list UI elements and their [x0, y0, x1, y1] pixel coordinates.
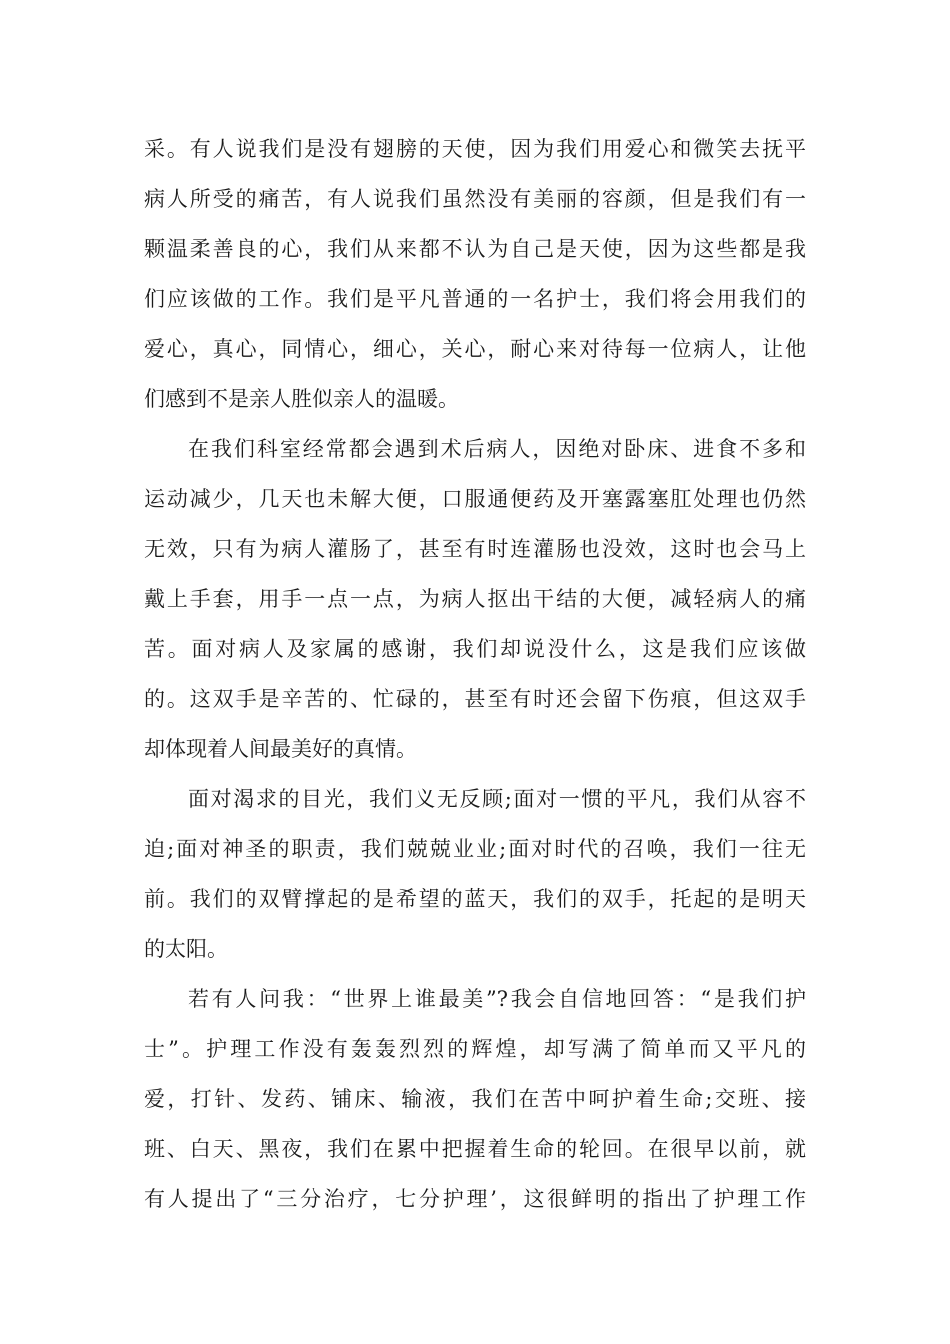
paragraph-2-line-6: 的。这双手是辛苦的、忙碌的，甚至有时还会留下伤痕，但这双手 — [144, 687, 806, 711]
paragraph-1-line-3: 颗温柔善良的心，我们从来都不认为自己是天使，因为这些都是我 — [144, 237, 806, 261]
paragraph-2-line-3: 无效，只有为病人灌肠了，甚至有时连灌肠也没效，这时也会马上 — [144, 537, 806, 561]
paragraph-2-line-4: 戴上手套，用手一点一点，为病人抠出干结的大便，减轻病人的痛 — [144, 587, 806, 611]
paragraph-3-line-3: 前。我们的双臂撑起的是希望的蓝天，我们的双手，托起的是明天 — [144, 887, 806, 911]
paragraph-4-line-3: 爱，打针、发药、铺床、输液，我们在苦中呵护着生命;交班、接 — [144, 1087, 806, 1111]
paragraph-3-line-1: 面对渴求的目光，我们义无反顾;面对一惯的平凡，我们从容不 — [188, 787, 806, 811]
paragraph-1-line-5: 爱心，真心，同情心，细心，关心，耐心来对待每一位病人，让他 — [144, 337, 806, 361]
paragraph-2-line-7: 却体现着人间最美好的真情。 — [144, 737, 417, 761]
paragraph-2-line-2: 运动减少，几天也未解大便，口服通便药及开塞露塞肛处理也仍然 — [144, 487, 806, 511]
paragraph-3-line-4: 的太阳。 — [144, 937, 228, 961]
paragraph-2-line-5: 苦。面对病人及家属的感谢，我们却说没什么，这是我们应该做 — [144, 637, 806, 661]
paragraph-1-line-4: 们应该做的工作。我们是平凡普通的一名护士，我们将会用我们的 — [144, 287, 806, 311]
paragraph-1-line-6: 们感到不是亲人胜似亲人的温暖。 — [144, 387, 459, 411]
paragraph-4-line-2: 士”。护理工作没有轰轰烈烈的辉煌，却写满了简单而又平凡的 — [144, 1037, 806, 1061]
paragraph-1-line-2: 病人所受的痛苦，有人说我们虽然没有美丽的容颜，但是我们有一 — [144, 187, 806, 211]
paragraph-2-line-1: 在我们科室经常都会遇到术后病人，因绝对卧床、进食不多和 — [188, 437, 806, 461]
paragraph-4-line-1: 若有人问我：“世界上谁最美”?我会自信地回答：“是我们护 — [188, 987, 806, 1011]
paragraph-4-line-5: 有人提出了“三分治疗，七分护理’，这很鲜明的指出了护理工作 — [144, 1187, 806, 1211]
paragraph-4-line-4: 班、白天、黑夜，我们在累中把握着生命的轮回。在很早以前，就 — [144, 1137, 806, 1161]
paragraph-3-line-2: 迫;面对神圣的职责，我们兢兢业业;面对时代的召唤，我们一往无 — [144, 837, 806, 861]
paragraph-1-line-1: 采。有人说我们是没有翅膀的天使，因为我们用爱心和微笑去抚平 — [144, 137, 806, 161]
